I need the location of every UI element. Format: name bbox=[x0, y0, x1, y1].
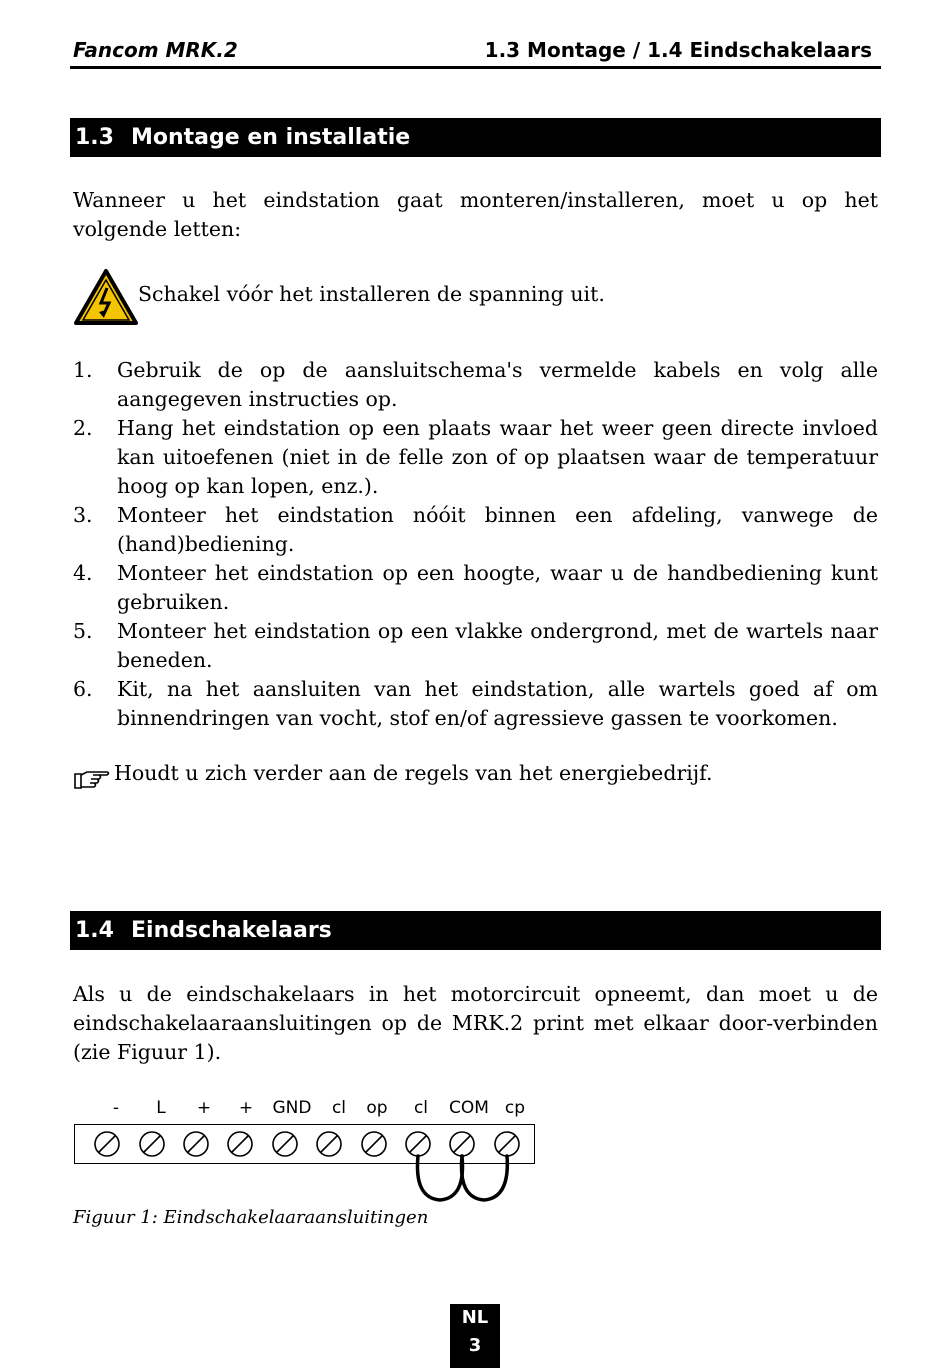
terminal-label: GND bbox=[272, 1098, 312, 1118]
terminal-label: + bbox=[238, 1098, 254, 1118]
screw-terminal-icon bbox=[317, 1132, 341, 1156]
terminal-label: cl bbox=[331, 1098, 347, 1118]
screw-terminal-icon bbox=[95, 1132, 119, 1156]
terminal-label: op bbox=[366, 1098, 388, 1118]
terminal-label: cl bbox=[413, 1098, 429, 1118]
section-title: Eindschakelaars bbox=[131, 918, 332, 943]
item-text: Hang het eindstation op een plaats waar het weer geen directe invloed kan uitoefenen (niet in de felle zon of op plaatsen waar de temperatuur hoog op kan lopen, enz.). bbox=[117, 416, 878, 498]
item-number: 1. bbox=[73, 358, 93, 382]
screw-terminal-icon bbox=[362, 1132, 386, 1156]
header-left: Fancom MRK.2 bbox=[73, 38, 238, 62]
item-text: Monteer het eindstation op een vlakke ondergrond, met de wartels naar beneden. bbox=[117, 619, 878, 672]
terminal-label: L bbox=[156, 1098, 166, 1118]
screw-terminal-icon bbox=[273, 1132, 297, 1156]
item-text: Monteer het eindstation nóóit binnen een afdeling, vanwege de (hand)bediening. bbox=[117, 503, 878, 556]
item-text: Gebruik de op de aansluitschema's vermelde kabels en volg alle aangegeven instructies op. bbox=[117, 358, 878, 411]
section-number: 1.3 bbox=[75, 125, 114, 150]
page-number: 3 bbox=[468, 1335, 482, 1356]
terminal-label: COM bbox=[449, 1098, 489, 1118]
section13-intro: Wanneer u het eindstation gaat monteren/installeren, moet u op het volgende letten: bbox=[73, 188, 878, 241]
note-text: Houdt u zich verder aan de regels van het energiebedrijf. bbox=[114, 761, 713, 785]
jumper-wire bbox=[461, 1156, 507, 1200]
item-text: Kit, na het aansluiten van het eindstation, alle wartels goed af om binnendringen van vocht, stof en/of agressieve gassen te voorkomen. bbox=[117, 677, 878, 730]
terminal-label: - bbox=[112, 1098, 120, 1118]
item-number: 3. bbox=[73, 503, 93, 527]
item-text: Monteer het eindstation op een hoogte, waar u de handbediening kunt gebruiken. bbox=[117, 561, 878, 614]
screw-terminal-icon bbox=[495, 1132, 519, 1156]
section-number: 1.4 bbox=[75, 918, 114, 943]
figure-caption: Figuur 1: Eindschakelaaraansluitingen bbox=[73, 1207, 429, 1228]
screw-terminal-icon bbox=[184, 1132, 208, 1156]
warning-text: Schakel vóór het installeren de spanning uit. bbox=[138, 282, 605, 306]
language-code: NL bbox=[461, 1307, 489, 1328]
section-title: Montage en installatie bbox=[131, 125, 411, 150]
terminal-label: + bbox=[196, 1098, 212, 1118]
screw-terminal-icon bbox=[140, 1132, 164, 1156]
screw-terminal-icon bbox=[450, 1132, 474, 1156]
item-number: 2. bbox=[73, 416, 93, 440]
section14-intro: Als u de eindschakelaars in het motorcircuit opneemt, dan moet u de eindschakelaaraansluitingen op de MRK.2 print met elkaar door-verbinden (zie Figuur 1). bbox=[73, 982, 878, 1064]
screw-terminal-icon bbox=[406, 1132, 430, 1156]
screw-terminal-icon bbox=[228, 1132, 252, 1156]
jumper-wire bbox=[417, 1156, 462, 1200]
page-number-tab bbox=[450, 1304, 500, 1368]
header-right: 1.3 Montage / 1.4 Eindschakelaars bbox=[484, 38, 872, 62]
item-number: 4. bbox=[73, 561, 93, 585]
item-number: 6. bbox=[73, 677, 93, 701]
item-number: 5. bbox=[73, 619, 93, 643]
terminal-label: cp bbox=[504, 1098, 526, 1118]
